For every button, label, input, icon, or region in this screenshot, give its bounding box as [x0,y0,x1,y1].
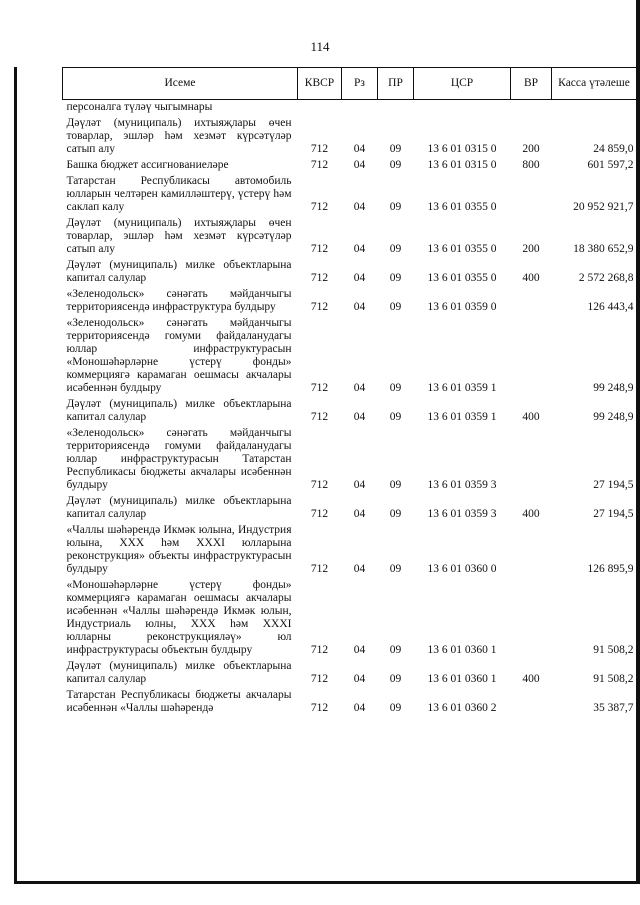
row-vr [511,426,552,494]
row-name: «Моношәһәрләрне үстерү фонды» коммерциягә карамаган оешмасы акчалары исәбеннән «Чаллы шәһәрендә Икмәк юлын, Индустриаль юлны, XXX һәм XXXI юлларны реконструкцияләү» юл инфраструктурасы объектын булдыру [66,579,292,656]
row-pr: 09 [389,272,402,284]
row-rz: 04 [353,159,366,171]
row-kassa-amount: 35 387,7 [593,702,634,714]
table-row [63,158,637,174]
header-csr: ЦСР [414,68,511,100]
row-vr [511,316,552,397]
row-kassa-amount: 27 194,5 [593,508,634,520]
table-row [63,688,637,717]
row-kvsr: 712 [310,644,329,656]
row-rz: 04 [353,673,366,685]
row-csr: 13 6 01 0359 1 [427,411,497,423]
row-csr: 13 6 01 0315 0 [427,143,497,155]
row-kassa-amount: 24 859,0 [593,143,634,155]
row-vr [511,287,552,316]
row-rz: 04 [353,702,366,714]
row-pr: 09 [389,411,402,423]
row-pr: 09 [389,508,402,520]
table-row [63,397,637,426]
row-name: Дәүләт (муниципаль) милке объектларына капитал салулар [66,660,292,685]
header-rz: Рз [342,68,378,100]
row-csr: 13 6 01 0360 2 [427,702,497,714]
row-kassa-amount: 91 508,2 [593,644,634,656]
header-pr: ПР [378,68,414,100]
row-kassa-amount: 126 895,9 [587,563,634,575]
table-body [63,100,637,718]
row-kvsr: 712 [310,159,329,171]
row-pr: 09 [389,702,402,714]
row-vr: 400 [522,508,540,520]
row-name: Татарстан Республикасы бюджеты акчалары исәбеннән «Чаллы шәһәрендә [66,689,292,714]
row-vr: 200 [522,243,540,255]
row-vr: 400 [522,673,540,685]
row-name: Дәүләт (муниципаль) ихтыяҗлары өчен товарлар, эшләр һәм хезмәт күрсәтүләр сатып алу [66,217,292,255]
row-csr: 13 6 01 0355 0 [427,201,497,213]
row-name: Дәүләт (муниципаль) ихтыяҗлары өчен товарлар, эшләр һәм хезмәт күрсәтүләр сатып алу [66,117,292,155]
row-csr: 13 6 01 0315 0 [427,159,497,171]
row-name: Дәүләт (муниципаль) милке объектларына капитал салулар [66,495,292,520]
row-kassa-amount: 20 952 921,7 [573,201,634,213]
row-kassa-amount: 126 443,4 [587,301,634,313]
header-kvsr: КВСР [298,68,342,100]
row-kvsr: 712 [310,301,329,313]
row-kvsr: 712 [310,201,329,213]
row-kvsr: 712 [310,508,329,520]
row-kassa-amount: 2 572 268,8 [578,272,634,284]
table-row [63,100,637,117]
row-kassa-amount: 601 597,2 [587,159,634,171]
table-row [63,316,637,397]
row-csr [414,100,511,117]
header-vr: ВР [511,68,552,100]
row-rz: 04 [353,243,366,255]
row-pr: 09 [389,243,402,255]
row-rz: 04 [353,479,366,491]
table-row [63,494,637,523]
row-kassa-amount: 91 508,2 [593,673,634,685]
row-rz [342,100,378,117]
row-csr: 13 6 01 0359 0 [427,301,497,313]
row-kvsr: 712 [310,563,329,575]
table-header-row [63,68,637,100]
row-kvsr: 712 [310,673,329,685]
row-rz: 04 [353,201,366,213]
table-row [63,523,637,578]
scan-border-left [14,67,17,883]
row-kvsr: 712 [310,702,329,714]
row-vr: 400 [522,272,540,284]
row-name: «Зеленодольск» сәнәгать мәйданчыгы территориясендә инфраструктура булдыру [66,288,292,313]
page-number: 114 [310,39,330,54]
row-name: Дәүләт (муниципаль) милке объектларына капитал салулар [66,398,292,423]
table-row [63,659,637,688]
row-rz: 04 [353,382,366,394]
row-pr: 09 [389,301,402,313]
row-rz: 04 [353,301,366,313]
row-csr: 13 6 01 0359 3 [427,479,497,491]
row-csr: 13 6 01 0360 1 [427,644,497,656]
row-pr: 09 [389,479,402,491]
row-pr: 09 [389,644,402,656]
row-name: «Чаллы шәһәрендә Икмәк юлына, Индустрия юлына, XXX һәм XXXI юлларына реконструкция» объекты инфраструктурасын булдыру [66,524,292,575]
row-kassa-amount: 18 380 652,9 [573,243,634,255]
row-vr [511,523,552,578]
row-pr: 09 [389,201,402,213]
row-rz: 04 [353,272,366,284]
row-vr: 400 [522,411,540,423]
row-kvsr: 712 [310,143,329,155]
row-name: Башка бюджет ассигнованиеләре [66,159,229,171]
row-rz: 04 [353,644,366,656]
header-kassa: Касса үтәлеше [552,68,637,100]
row-kassa-amount [552,100,637,117]
row-name: «Зеленодольск» сәнәгать мәйданчыгы территориясендә гомуми файдаланудагы юллар инфраструктурасын Татарстан Республикасы бюджеты акчалары исәбеннән булдыру [66,427,292,491]
row-kvsr: 712 [310,411,329,423]
row-kvsr: 712 [310,272,329,284]
row-pr: 09 [389,673,402,685]
row-pr: 09 [389,382,402,394]
header-name: Исеме [63,68,298,100]
table-row [63,578,637,659]
row-vr [511,174,552,216]
row-kvsr [298,100,342,117]
row-rz: 04 [353,143,366,155]
table-row [63,426,637,494]
row-rz: 04 [353,508,366,520]
row-csr: 13 6 01 0360 1 [427,673,497,685]
row-vr: 800 [522,159,540,171]
row-vr [511,100,552,117]
table-row [63,216,637,258]
row-kassa-amount: 99 248,9 [593,411,634,423]
row-name: персоналга түләү чыгымнары [66,101,213,113]
row-vr: 200 [522,143,540,155]
row-rz: 04 [353,563,366,575]
row-csr: 13 6 01 0359 3 [427,508,497,520]
row-csr: 13 6 01 0355 0 [427,272,497,284]
row-csr: 13 6 01 0360 0 [427,563,497,575]
table-row [63,116,637,158]
budget-sheet [62,67,636,883]
row-kvsr: 712 [310,382,329,394]
table-row [63,174,637,216]
row-name: Дәүләт (муниципаль) милке объектларына капитал салулар [66,259,292,284]
row-pr: 09 [389,143,402,155]
table-row [63,287,637,316]
row-rz: 04 [353,411,366,423]
row-kvsr: 712 [310,243,329,255]
row-pr [378,100,414,117]
row-kassa-amount: 99 248,9 [593,382,634,394]
row-name: «Зеленодольск» сәнәгать мәйданчыгы территориясендә гомуми файдаланудагы юллар инфраструктурасын «Моношәһәрләрне үстерү фонды» коммерциягә карамаган оешмасы акчалары исәбеннән булдыру [66,317,292,394]
row-csr: 13 6 01 0355 0 [427,243,497,255]
budget-table [62,67,637,717]
row-pr: 09 [389,563,402,575]
row-vr [511,578,552,659]
row-vr [511,688,552,717]
row-name: Татарстан Республикасы автомобиль юлларын челтәрен камилләштерү, үстерү һәм саклап калу [66,175,292,213]
table-row [63,258,637,287]
row-kvsr: 712 [310,479,329,491]
row-pr: 09 [389,159,402,171]
row-csr: 13 6 01 0359 1 [427,382,497,394]
row-kassa-amount: 27 194,5 [593,479,634,491]
